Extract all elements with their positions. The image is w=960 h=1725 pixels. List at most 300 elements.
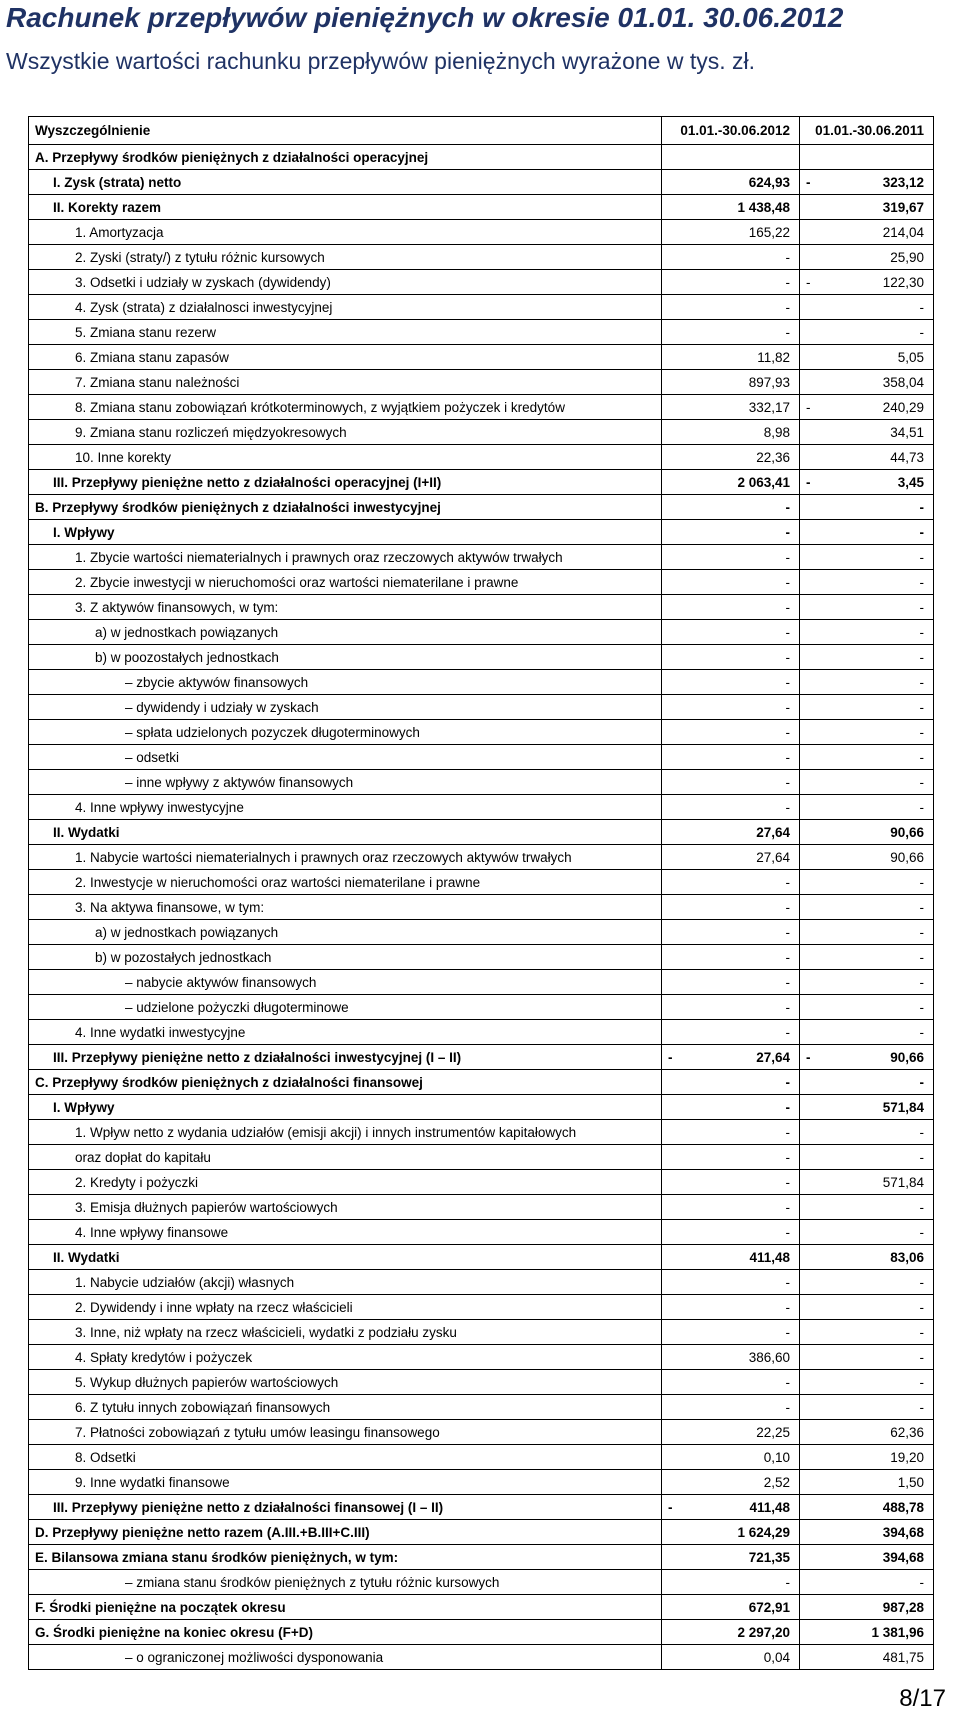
row-label: 2. Dywidendy i inne wpłaty na rzecz właścicieli <box>75 1299 353 1315</box>
table-row <box>29 1495 933 1520</box>
row-label: a) w jednostkach powiązanych <box>95 924 279 940</box>
row-label: 2. Inwestycje w nieruchomości oraz wartości niematerilane i prawne <box>75 874 481 890</box>
value-2012: 2 297,20 <box>737 1624 790 1640</box>
row-label: I. Wpływy <box>53 524 115 540</box>
value-2011: 394,68 <box>882 1549 924 1565</box>
value-2011: - <box>919 749 924 765</box>
table-row <box>29 420 933 445</box>
value-2012-cell <box>661 195 800 219</box>
row-label: 3. Emisja dłużnych papierów wartościowych <box>75 1199 338 1215</box>
value-2011-cell <box>799 920 934 944</box>
value-2012-cell <box>661 1220 800 1244</box>
value-2011: 122,30 <box>882 274 924 290</box>
table-row <box>29 1220 933 1245</box>
value-2012: 624,93 <box>748 174 790 190</box>
value-2011-cell <box>799 1295 934 1319</box>
value-2012-cell <box>661 495 800 519</box>
value-2012: 1 438,48 <box>737 199 790 215</box>
table-row <box>29 1045 933 1070</box>
value-2011: 571,84 <box>882 1174 924 1190</box>
table-row <box>29 795 933 820</box>
value-2012: 2,52 <box>763 1474 790 1490</box>
value-2012-cell <box>661 1645 800 1669</box>
value-2012-cell <box>661 420 800 444</box>
value-2011-cell <box>799 720 934 744</box>
value-2011: - <box>919 574 924 590</box>
value-2011-cell <box>799 895 934 919</box>
value-2012-cell <box>661 1245 800 1269</box>
value-2012-cell <box>661 295 800 319</box>
value-2011: - <box>919 499 924 515</box>
value-2011: - <box>919 899 924 915</box>
value-2011-cell <box>799 820 934 844</box>
value-2012-cell <box>661 745 800 769</box>
value-2012: - <box>785 1149 790 1165</box>
value-2012: - <box>785 1174 790 1190</box>
column-header-2012: 01.01.-30.06.2012 <box>661 117 800 144</box>
row-label: 3. Odsetki i udziały w zyskach (dywidendy) <box>75 274 331 290</box>
value-2011-cell <box>799 595 934 619</box>
value-2012: - <box>785 874 790 890</box>
value-2011-cell <box>799 1195 934 1219</box>
value-2012-cell <box>661 945 800 969</box>
table-row <box>29 1645 933 1670</box>
row-label: – dywidendy i udziały w zyskach <box>125 699 319 715</box>
negative-sign: - <box>806 274 811 290</box>
value-2012-cell <box>661 1370 800 1394</box>
value-2011: 481,75 <box>882 1649 924 1665</box>
value-2011-cell <box>799 245 934 269</box>
row-label: – zmiana stanu środków pieniężnych z tytułu różnic kursowych <box>125 1574 500 1590</box>
value-2012: 27,64 <box>756 849 790 865</box>
value-2011: - <box>919 324 924 340</box>
value-2012: 721,35 <box>748 1549 790 1565</box>
value-2012-cell <box>661 720 800 744</box>
value-2011-cell <box>799 745 934 769</box>
value-2012-cell <box>661 170 800 194</box>
value-2012: 22,36 <box>756 449 790 465</box>
table-row <box>29 595 933 620</box>
row-label: – spłata udzielonych pozyczek długoterminowych <box>125 724 420 740</box>
value-2012: - <box>785 1024 790 1040</box>
value-2011: 1 381,96 <box>871 1624 924 1640</box>
value-2012: 411,48 <box>749 1249 790 1265</box>
value-2012: - <box>785 599 790 615</box>
value-2011: 44,73 <box>890 449 924 465</box>
row-label: B. Przepływy środków pieniężnych z działalności inwestycyjnej <box>35 499 441 515</box>
value-2011-cell <box>799 545 934 569</box>
table-row <box>29 945 933 970</box>
value-2012-cell <box>661 1345 800 1369</box>
table-row <box>29 1095 933 1120</box>
value-2011-cell <box>799 1470 934 1494</box>
value-2012: - <box>785 774 790 790</box>
table-row <box>29 470 933 495</box>
value-2011: 240,29 <box>882 399 924 415</box>
value-2012-cell <box>661 620 800 644</box>
value-2012: 0,04 <box>763 1649 790 1665</box>
value-2012-cell <box>661 1170 800 1194</box>
value-2012: - <box>785 699 790 715</box>
value-2011-cell <box>799 970 934 994</box>
value-2011-cell <box>799 1120 934 1144</box>
row-label: 4. Inne wydatki inwestycyjne <box>75 1024 246 1040</box>
row-label: – zbycie aktywów finansowych <box>125 674 309 690</box>
value-2011: - <box>919 1399 924 1415</box>
value-2012-cell <box>661 895 800 919</box>
row-label: II. Wydatki <box>53 1249 120 1265</box>
row-label: 5. Wykup dłużnych papierów wartościowych <box>75 1374 339 1390</box>
row-label: III. Przepływy pieniężne netto z działalności operacyjnej (I+II) <box>53 474 442 490</box>
table-row <box>29 770 933 795</box>
value-2012: 1 624,29 <box>737 1524 790 1540</box>
value-2011-cell <box>799 1070 934 1094</box>
value-2011-cell <box>799 420 934 444</box>
value-2012: - <box>785 1274 790 1290</box>
value-2011: 83,06 <box>890 1249 924 1265</box>
value-2012-cell <box>661 245 800 269</box>
value-2012-cell <box>661 520 800 544</box>
row-label: 3. Na aktywa finansowe, w tym: <box>75 899 265 915</box>
value-2012: - <box>785 924 790 940</box>
value-2011: - <box>919 549 924 565</box>
row-label: b) w poozostałych jednostkach <box>95 649 279 665</box>
row-label: 2. Kredyty i pożyczki <box>75 1174 199 1190</box>
value-2011-cell <box>799 1145 934 1169</box>
value-2012: - <box>785 324 790 340</box>
value-2011: - <box>919 674 924 690</box>
value-2012: 897,93 <box>748 374 790 390</box>
value-2012-cell <box>661 1570 800 1594</box>
row-label: 6. Zmiana stanu zapasów <box>75 349 229 365</box>
value-2011-cell <box>799 845 934 869</box>
negative-sign: - <box>806 474 811 490</box>
value-2011: - <box>919 299 924 315</box>
value-2012-cell <box>661 1320 800 1344</box>
row-label: 2. Zyski (straty/) z tytułu różnic kursowych <box>75 249 325 265</box>
value-2012-cell <box>661 695 800 719</box>
value-2011-cell <box>799 1345 934 1369</box>
row-label: I. Wpływy <box>53 1099 115 1115</box>
value-2012-cell <box>661 545 800 569</box>
negative-sign: - <box>806 1049 811 1065</box>
row-label: A. Przepływy środków pieniężnych z działalności operacyjnej <box>35 149 429 165</box>
row-label: 9. Inne wydatki finansowe <box>75 1474 230 1490</box>
value-2012: - <box>785 1574 790 1590</box>
row-label: – odsetki <box>125 749 180 765</box>
value-2012: - <box>785 1299 790 1315</box>
value-2011-cell <box>799 1645 934 1669</box>
value-2012: - <box>785 1124 790 1140</box>
value-2012: 332,17 <box>748 399 790 415</box>
value-2012-cell <box>661 1070 800 1094</box>
value-2012: - <box>785 799 790 815</box>
table-row <box>29 1420 933 1445</box>
value-2012: 0,10 <box>763 1449 790 1465</box>
row-label: 1. Wpływ netto z wydania udziałów (emisji akcji) i innych instrumentów kapitałowych <box>75 1124 577 1140</box>
table-row <box>29 820 933 845</box>
table-row <box>29 170 933 195</box>
value-2012: 27,64 <box>756 1049 790 1065</box>
row-label: – nabycie aktywów finansowych <box>125 974 317 990</box>
value-2011-cell <box>799 1370 934 1394</box>
value-2011: - <box>919 999 924 1015</box>
table-row <box>29 1370 933 1395</box>
value-2011-cell <box>799 1620 934 1644</box>
value-2011-cell <box>799 570 934 594</box>
value-2011-cell <box>799 520 934 544</box>
value-2011-cell <box>799 320 934 344</box>
value-2011-cell <box>799 145 934 169</box>
table-row <box>29 1295 933 1320</box>
value-2011: - <box>919 799 924 815</box>
value-2011-cell <box>799 370 934 394</box>
value-2011: - <box>919 624 924 640</box>
value-2012-cell <box>661 145 800 169</box>
value-2011: - <box>919 1574 924 1590</box>
value-2011-cell <box>799 1495 934 1519</box>
table-row <box>29 845 933 870</box>
value-2012: 27,64 <box>756 824 790 840</box>
table-row <box>29 545 933 570</box>
value-2011-cell <box>799 1245 934 1269</box>
table-row <box>29 870 933 895</box>
value-2012-cell <box>661 270 800 294</box>
value-2012: 22,25 <box>756 1424 790 1440</box>
table-row <box>29 1320 933 1345</box>
value-2011: 62,36 <box>890 1424 924 1440</box>
table-row <box>29 670 933 695</box>
table-row <box>29 370 933 395</box>
value-2012-cell <box>661 445 800 469</box>
table-row <box>29 345 933 370</box>
value-2012: 11,82 <box>757 349 790 365</box>
value-2012: - <box>785 724 790 740</box>
value-2012-cell <box>661 1270 800 1294</box>
value-2011-cell <box>799 945 934 969</box>
value-2012: - <box>785 1099 790 1115</box>
value-2011: - <box>919 1074 924 1090</box>
row-label: E. Bilansowa zmiana stanu środków pieniężnych, w tym: <box>35 1549 399 1565</box>
negative-sign: - <box>668 1499 673 1515</box>
value-2011: - <box>919 1199 924 1215</box>
table-row <box>29 1120 933 1145</box>
value-2012-cell <box>661 1295 800 1319</box>
value-2012: - <box>785 574 790 590</box>
table-row <box>29 1545 933 1570</box>
value-2012: - <box>785 499 790 515</box>
value-2012-cell <box>661 1095 800 1119</box>
value-2012-cell <box>661 1195 800 1219</box>
row-label: b) w pozostałych jednostkach <box>95 949 272 965</box>
value-2011-cell <box>799 795 934 819</box>
value-2011-cell <box>799 770 934 794</box>
value-2012-cell <box>661 820 800 844</box>
value-2011-cell <box>799 1020 934 1044</box>
value-2011: 5,05 <box>897 349 924 365</box>
value-2011: - <box>919 949 924 965</box>
value-2011: - <box>919 599 924 615</box>
value-2011: - <box>919 649 924 665</box>
value-2012-cell <box>661 570 800 594</box>
value-2011: 488,78 <box>882 1499 924 1515</box>
row-label: 7. Płatności zobowiązań z tytułu umów leasingu finansowego <box>75 1424 440 1440</box>
value-2012-cell <box>661 1470 800 1494</box>
value-2011: 3,45 <box>897 474 924 490</box>
value-2012-cell <box>661 1495 800 1519</box>
value-2011-cell <box>799 445 934 469</box>
value-2012-cell <box>661 395 800 419</box>
row-label: 3. Z aktywów finansowych, w tym: <box>75 599 279 615</box>
value-2012-cell <box>661 1545 800 1569</box>
value-2012: - <box>785 624 790 640</box>
row-label: 9. Zmiana stanu rozliczeń międzyokresowych <box>75 424 347 440</box>
value-2011-cell <box>799 695 934 719</box>
value-2011: 90,66 <box>890 849 924 865</box>
row-label: – o ograniczonej możliwości dysponowania <box>125 1649 384 1665</box>
table-row <box>29 1445 933 1470</box>
table-row <box>29 1620 933 1645</box>
table-body <box>29 145 933 1670</box>
value-2011-cell <box>799 1045 934 1069</box>
row-label: D. Przepływy pieniężne netto razem (A.III.+B.III+C.III) <box>35 1524 370 1540</box>
table-row <box>29 1345 933 1370</box>
value-2012-cell <box>661 970 800 994</box>
row-label: 1. Amortyzacja <box>75 224 164 240</box>
table-row <box>29 445 933 470</box>
value-2012: - <box>785 524 790 540</box>
table-row <box>29 1170 933 1195</box>
value-2011: - <box>919 1374 924 1390</box>
value-2012-cell <box>661 320 800 344</box>
value-2011: - <box>919 924 924 940</box>
row-label: 4. Spłaty kredytów i pożyczek <box>75 1349 253 1365</box>
value-2012-cell <box>661 795 800 819</box>
value-2012: - <box>785 1224 790 1240</box>
table-row <box>29 320 933 345</box>
value-2012-cell <box>661 920 800 944</box>
value-2011: 90,66 <box>890 824 924 840</box>
table-row <box>29 1195 933 1220</box>
value-2011-cell <box>799 495 934 519</box>
value-2011-cell <box>799 1570 934 1594</box>
value-2012: - <box>785 899 790 915</box>
value-2012: - <box>785 549 790 565</box>
value-2012: - <box>785 649 790 665</box>
value-2011-cell <box>799 1095 934 1119</box>
value-2012: - <box>785 674 790 690</box>
value-2011-cell <box>799 270 934 294</box>
page-number: 8/17 <box>899 1685 946 1712</box>
table-row <box>29 1395 933 1420</box>
table-row <box>29 995 933 1020</box>
row-label: 6. Z tytułu innych zobowiązań finansowych <box>75 1399 331 1415</box>
value-2012: - <box>785 749 790 765</box>
value-2012-cell <box>661 1120 800 1144</box>
row-label: 1. Nabycie udziałów (akcji) własnych <box>75 1274 295 1290</box>
table-row <box>29 920 933 945</box>
row-label: 4. Inne wpływy inwestycyjne <box>75 799 244 815</box>
value-2012-cell <box>661 1420 800 1444</box>
value-2011-cell <box>799 1420 934 1444</box>
column-header-description: Wyszczególnienie <box>35 123 151 138</box>
value-2011-cell <box>799 870 934 894</box>
value-2012: - <box>785 949 790 965</box>
value-2012: - <box>785 1374 790 1390</box>
row-label: oraz dopłat do kapitału <box>75 1149 211 1165</box>
table-row <box>29 295 933 320</box>
row-label: – udzielone pożyczki długoterminowe <box>125 999 349 1015</box>
negative-sign: - <box>806 174 811 190</box>
table-row <box>29 1145 933 1170</box>
value-2012: - <box>785 299 790 315</box>
table-row <box>29 1070 933 1095</box>
row-label: 4. Zysk (strata) z działalnosci inwestycyjnej <box>75 299 333 315</box>
table-row <box>29 520 933 545</box>
row-label: 2. Zbycie inwestycji w nieruchomości oraz wartości niematerilane i prawne <box>75 574 519 590</box>
value-2011: - <box>919 699 924 715</box>
value-2012-cell <box>661 1595 800 1619</box>
value-2011: 358,04 <box>882 374 924 390</box>
value-2012: 672,91 <box>748 1599 790 1615</box>
value-2012-cell <box>661 1045 800 1069</box>
value-2011: 323,12 <box>882 174 924 190</box>
value-2012: 165,22 <box>748 224 790 240</box>
row-label: 7. Zmiana stanu należności <box>75 374 240 390</box>
value-2012-cell <box>661 1145 800 1169</box>
table-row <box>29 1245 933 1270</box>
value-2011-cell <box>799 295 934 319</box>
value-2011: 1,50 <box>897 1474 924 1490</box>
table-row <box>29 220 933 245</box>
page-title: Rachunek przepływów pieniężnych w okresie 01.01. 30.06.2012 <box>6 2 844 33</box>
value-2012-cell <box>661 1445 800 1469</box>
value-2011-cell <box>799 1220 934 1244</box>
value-2011: - <box>919 524 924 540</box>
value-2011: 394,68 <box>882 1524 924 1540</box>
table-row <box>29 1570 933 1595</box>
value-2012-cell <box>661 595 800 619</box>
value-2012: - <box>785 999 790 1015</box>
value-2012-cell <box>661 345 800 369</box>
column-header-2011: 01.01.-30.06.2011 <box>799 117 934 144</box>
value-2012: - <box>785 249 790 265</box>
value-2011: 34,51 <box>890 424 924 440</box>
value-2012-cell <box>661 770 800 794</box>
value-2011: 214,04 <box>882 224 924 240</box>
table-row <box>29 745 933 770</box>
value-2011: 19,20 <box>890 1449 924 1465</box>
value-2011-cell <box>799 1520 934 1544</box>
value-2011: - <box>919 1224 924 1240</box>
value-2012: - <box>785 1074 790 1090</box>
value-2012-cell <box>661 845 800 869</box>
table-row <box>29 1020 933 1045</box>
table-row <box>29 395 933 420</box>
row-label: II. Korekty razem <box>53 199 162 215</box>
value-2011-cell <box>799 1320 934 1344</box>
value-2011-cell <box>799 620 934 644</box>
value-2012: - <box>785 274 790 290</box>
value-2012-cell <box>661 220 800 244</box>
value-2012-cell <box>661 1020 800 1044</box>
table-row <box>29 145 933 170</box>
value-2012: 386,60 <box>748 1349 790 1365</box>
value-2012-cell <box>661 1520 800 1544</box>
row-label: 3. Inne, niż wpłaty na rzecz właścicieli, wydatki z podziału zysku <box>75 1324 457 1340</box>
table-row <box>29 895 933 920</box>
row-label: a) w jednostkach powiązanych <box>95 624 279 640</box>
